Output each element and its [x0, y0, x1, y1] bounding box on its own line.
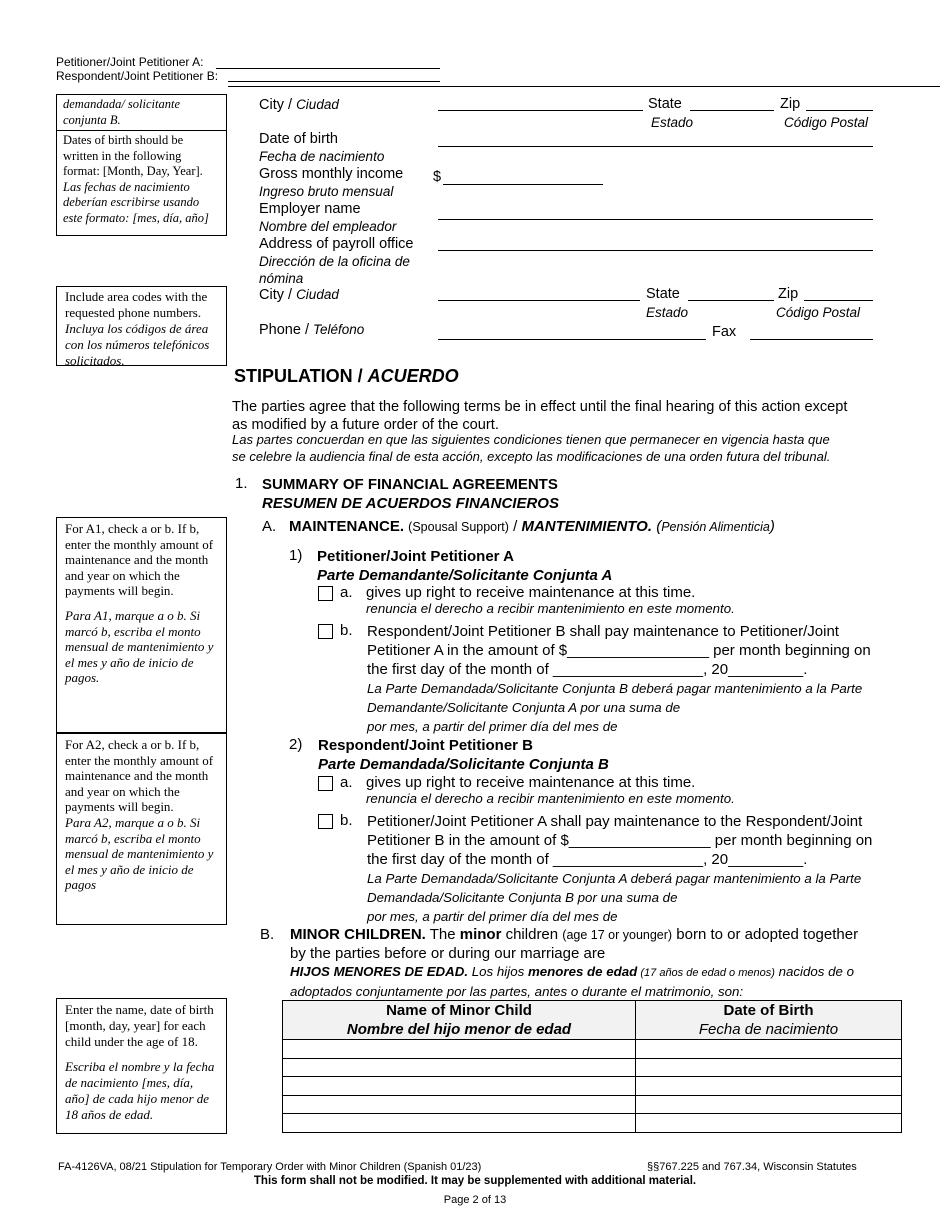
table-row: [283, 1077, 902, 1096]
a2-title: Respondent/Joint Petitioner B Parte Demandada/Solicitante Conjunta B: [318, 737, 609, 773]
child-name-cell[interactable]: [283, 1040, 636, 1059]
a1-option-b-text: Respondent/Joint Petitioner B shall pay maintenance to Petitioner/Joint Petitioner A in the amount of $_________________ per month beginning on the first day of the month of __________________, 20_________. La Parte Demandada/Solicitante Conjunta B deberá pagar mantenimiento a la Parte Demandante/Solicitante Conjunta A por una suma de por mes, a partir del primer día del mes de: [367, 623, 871, 734]
a1-option-b-checkbox[interactable]: [318, 624, 333, 639]
a2-option-a-label: a.: [340, 774, 353, 791]
section-b-letter: B.: [260, 926, 275, 943]
a1-number: 1): [289, 547, 303, 564]
petitioner-label: Petitioner/Joint Petitioner A:: [56, 55, 204, 69]
respondent-name-line[interactable]: [228, 81, 440, 82]
child-name-cell[interactable]: [283, 1077, 636, 1096]
child-dob-cell[interactable]: [636, 1058, 902, 1077]
maintenance-heading: MAINTENANCE. (Spousal Support) / MANTENIMIENTO. (Pensión Alimenticia): [289, 518, 775, 535]
note-text-en: For A1, check a or b. If b, enter the monthly amount of maintenance and the month and year on which the payments will begin.: [65, 521, 214, 599]
city2-label: City / Ciudad: [259, 287, 339, 303]
child-name-cell[interactable]: [283, 1095, 636, 1114]
table-row: [283, 1114, 902, 1133]
table-row: [283, 1040, 902, 1059]
note-text-en: Dates of birth should be written in the following format: [Month, Day, Year].: [63, 133, 203, 178]
stipulation-intro-en: The parties agree that the following terms be in effect until the final hearing of this action except as modified by a future order of the court.: [232, 399, 848, 433]
section1-number: 1.: [235, 475, 248, 492]
child-dob-cell[interactable]: [636, 1114, 902, 1133]
zip2-label-es: Código Postal: [776, 305, 861, 320]
payroll-label: Address of payroll office Dirección de la oficina de nómina: [259, 236, 414, 286]
table-row: [283, 1058, 902, 1077]
footer-notice: This form shall not be modified. It may be supplemented with additional material.: [253, 1175, 697, 1187]
city-label: City / Ciudad: [259, 97, 339, 113]
sidebar-note-a1: [56, 517, 227, 733]
phone-input[interactable]: [438, 339, 706, 340]
state2-label: State: [646, 286, 680, 302]
a1-option-a-text: gives up right to receive maintenance at this time. renuncia el derecho a recibir mantenimiento en este momento.: [366, 584, 735, 616]
note-text-es: Escriba el nombre y la fecha de nacimiento [mes, día, año] de cada hijo menor de 18 años de edad.: [65, 1059, 215, 1122]
city-input[interactable]: [438, 110, 643, 111]
employer-label: Employer name Nombre del empleador: [259, 201, 397, 234]
child-dob-cell[interactable]: [636, 1077, 902, 1096]
footer-page-number: Page 2 of 13: [443, 1194, 507, 1206]
zip-label: Zip: [780, 96, 801, 112]
dob-input[interactable]: [438, 146, 873, 147]
income-label: Gross monthly income Ingreso bruto mensual: [259, 166, 404, 199]
a1-option-a-checkbox[interactable]: [318, 586, 333, 601]
payroll-input[interactable]: [438, 250, 873, 251]
employer-input[interactable]: [438, 219, 873, 220]
note-text-es: Para A1, marque a o b. Si marcó b, escriba el monto mensual de mantenimiento y el mes y año de inicio de pagos.: [65, 607, 214, 686]
sidebar-note-phone: [56, 286, 227, 366]
footer-statutes: §§767.225 and 767.34, Wisconsin Statutes: [647, 1161, 857, 1173]
dollar-sign: $: [433, 169, 442, 185]
a2-option-b-checkbox[interactable]: [318, 814, 333, 829]
a2-option-a-text: gives up right to receive maintenance at this time. renuncia el derecho a recibir mantenimiento en este momento.: [366, 774, 735, 806]
a2-number: 2): [289, 736, 303, 753]
col-name-header: Name of Minor Child Nombre del hijo menor de edad: [283, 1001, 636, 1040]
zip2-input[interactable]: [804, 300, 873, 301]
minor-children-heading: MINOR CHILDREN. The minor children (age 17 or younger) born to or adopted together by the parties before or during our marriage are HIJOS MENORES DE EDAD. Los hijos menores de edad (17 años de edad o menos) nacidos de o adoptados conjuntamente por las partes, antes o durante el matrimonio, son:: [290, 926, 859, 999]
petitioner-name-line[interactable]: [216, 68, 440, 69]
a2-option-b-text: Petitioner/Joint Petitioner A shall pay maintenance to the Respondent/Joint Petitioner B in the amount of $_________________ per month beginning on the first day of the month of __________________, 20_________. La Parte Demandada/Solicitante Conjunta A deberá pagar mantenimiento a la Parte Demandada/Solicitante Conjunta B por una suma de por mes, a partir del primer día del mes de: [367, 813, 873, 924]
note-text: conjunta B.: [63, 112, 121, 127]
child-name-cell[interactable]: [283, 1114, 636, 1133]
note-text-es: Incluya los códigos de área con los números telefónicos solicitados.: [65, 321, 210, 368]
child-name-cell[interactable]: [283, 1058, 636, 1077]
sidebar-note-a2: [56, 733, 227, 925]
fax-input[interactable]: [750, 339, 873, 340]
stipulation-intro-es: Las partes concuerdan en que las siguientes condiciones tienen que permanecer en vigencia hasta que se celebre la audiencia final de esta acción, excepto las modificaciones de una orden futura del tribunal.: [232, 432, 831, 464]
note-text-en: Include area codes with the requested phone numbers.: [65, 289, 208, 320]
note-text: demandada/ solicitante: [63, 97, 180, 111]
a1-option-b-label: b.: [340, 622, 353, 639]
note-text-en: For A2, check a or b. If b, enter the monthly amount of maintenance and the month and year on which the payments will begin.: [65, 737, 214, 815]
income-input[interactable]: [443, 184, 603, 185]
child-dob-cell[interactable]: [636, 1040, 902, 1059]
dob-label: Date of birth Fecha de nacimiento: [259, 131, 385, 164]
note-text-es: Las fechas de nacimiento deberían escribirse usando este formato: [mes, día, año]: [63, 179, 209, 225]
a1-option-a-label: a.: [340, 584, 353, 601]
zip-label-es: Código Postal: [784, 115, 869, 130]
city2-input[interactable]: [438, 300, 640, 301]
section-a-letter: A.: [262, 518, 277, 535]
state-label-es: Estado: [651, 115, 694, 130]
col-dob-header: Date of Birth Fecha de nacimiento: [636, 1001, 902, 1040]
state-input[interactable]: [690, 110, 774, 111]
sidebar-note-children: [56, 998, 227, 1134]
state-label: State: [648, 96, 682, 112]
table-row: [283, 1095, 902, 1114]
note-text-es: Para A2, marque a o b. Si marcó b, escriba el monto mensual de mantenimiento y el mes y año de inicio de pagos: [65, 814, 214, 893]
footer-form-id: FA-4126VA, 08/21 Stipulation for Temporary Order with Minor Children (Spanish 01/23): [58, 1161, 482, 1173]
state2-input[interactable]: [688, 300, 774, 301]
stipulation-title: STIPULATION / ACUERDO: [234, 366, 459, 386]
phone-label: Phone / Teléfono: [259, 322, 365, 338]
table-header-row: [283, 1001, 902, 1040]
sidebar-note-continued: [56, 94, 227, 131]
state2-label-es: Estado: [646, 305, 689, 320]
zip2-label: Zip: [778, 286, 799, 302]
respondent-label: Respondent/Joint Petitioner B:: [56, 68, 219, 83]
zip-input[interactable]: [806, 110, 873, 111]
sidebar-note-dates: [56, 130, 227, 236]
a1-title: Petitioner/Joint Petitioner A Parte Demandante/Solicitante Conjunta A: [317, 548, 613, 584]
header-rule: [228, 86, 940, 87]
minor-children-table: [282, 1000, 902, 1133]
note-text-en: Enter the name, date of birth [month, day, year] for each child under the age of 18.: [65, 1002, 214, 1049]
a2-option-b-label: b.: [340, 812, 353, 829]
child-dob-cell[interactable]: [636, 1095, 902, 1114]
header-parties: [56, 56, 218, 83]
section1-title: SUMMARY OF FINANCIAL AGREEMENTS RESUMEN DE ACUERDOS FINANCIEROS: [262, 476, 559, 512]
a2-option-a-checkbox[interactable]: [318, 776, 333, 791]
fax-label: Fax: [712, 324, 737, 340]
